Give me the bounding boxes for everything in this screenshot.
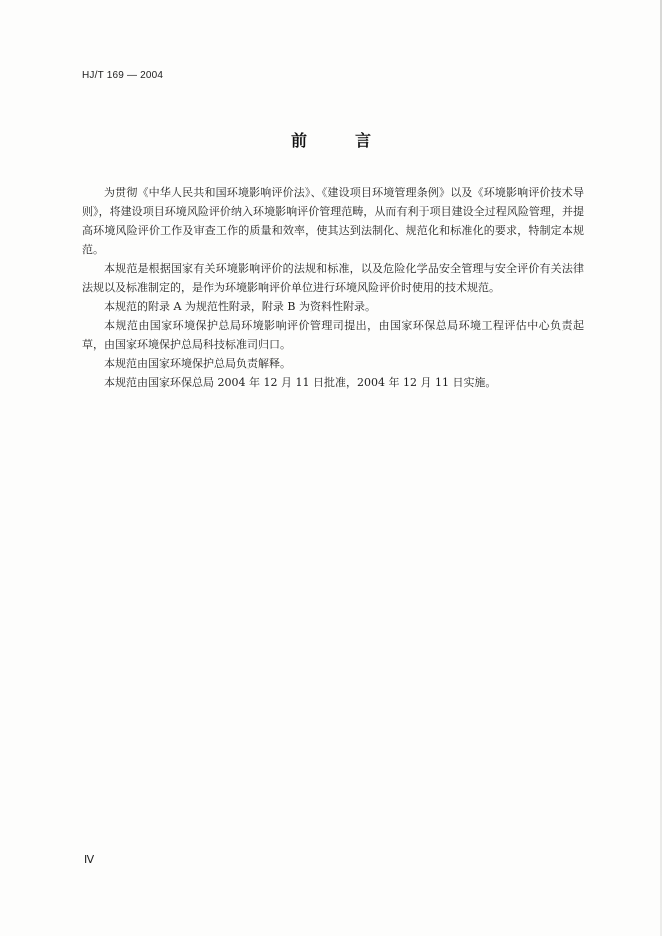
standard-code: HJ/T 169 — 2004: [82, 70, 164, 81]
paragraph-interpretation: 本规范由国家环境保护总局负责解释。: [104, 357, 291, 370]
paragraph-approval: 本规范由国家环保总局 2004 年 12 月 11 日批准，2004 年 12 月 11 日实施。: [104, 376, 497, 389]
page-title: 前言: [290, 131, 419, 150]
paragraph-appendix: 本规范的附录 A 为规范性附录，附录 B 为资料性附录。: [104, 300, 377, 313]
paragraph-proposer: 本规范由国家环境保护总局环境影响评价管理司提出，由国家环保总局环境工程评估中心负责起草，由国家环境保护总局科技标准司归口。: [82, 319, 584, 351]
paragraph-basis: 本规范是根据国家有关环境影响评价的法规和标准，以及危险化学品安全管理与安全评价有关法律法规以及标准制定的，是作为环境影响评价单位进行环境风险评价时使用的技术规范。: [82, 262, 584, 294]
paragraph-purpose: 为贯彻《中华人民共和国环境影响评价法》、《建设项目环境管理条例》以及《环境影响评价技术导则》，将建设项目环境风险评价纳入环境影响评价管理范畴，从而有利于项目建设全过程风险管理，并提高环境风险评价工作及审查工作的质量和效率，使其达到法制化、规范化和标准化的要求，特制定本规范。: [82, 186, 584, 256]
page-number: Ⅳ: [84, 854, 95, 866]
foreword-body: [82, 183, 584, 392]
